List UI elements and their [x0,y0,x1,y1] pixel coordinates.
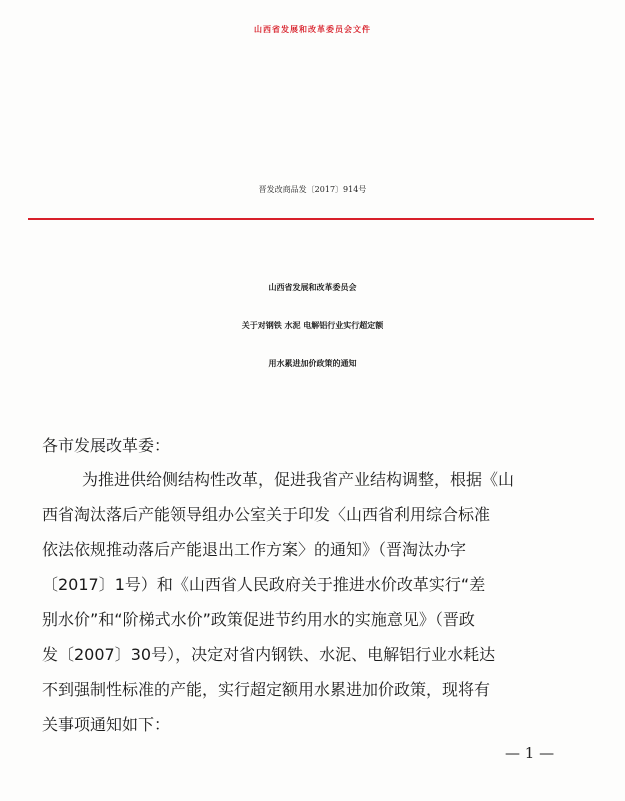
body-text-line: 别水价”和“阶梯式水价”政策促进节约用水的实施意见》（晋政 [42,610,475,629]
body-text-line: 依法依规推动落后产能退出工作方案〉的通知》（晋淘汰办字 [42,540,467,559]
page-number: — 1 — [505,744,555,762]
addressee: 各市发展改革委： [42,436,171,455]
red-divider-line [28,218,594,220]
body-text-line: 不到强制性标准的产能，实行超定额用水累进加价政策，现将有 [42,680,491,699]
document-header-title: 山西省发展和改革委员会文件 [254,24,371,34]
body-text-line: 西省淘汰落后产能领导组办公室关于印发〈山西省利用综合标准 [42,505,491,524]
body-text-line: 发〔2007〕30号），决定对省内钢铁、水泥、电解铝行业水耗达 [42,645,496,664]
body-text-line: 〔2017〕1号）和《山西省人民政府关于推进水价改革实行“差 [42,575,486,594]
notice-title-line-3: 用水累进加价政策的通知 [268,359,357,368]
body-text-line: 为推进供给侧结构性改革，促进我省产业结构调整，根据《山 [82,470,515,489]
notice-title-line-2: 关于对钢铁 水泥 电解铝行业实行超定额 [241,321,384,330]
notice-title-line-1: 山西省发展和改革委员会 [268,283,357,292]
body-text-line: 关事项通知如下： [42,715,171,734]
document-number: 晋发改商品发〔2017〕914号 [258,185,367,194]
